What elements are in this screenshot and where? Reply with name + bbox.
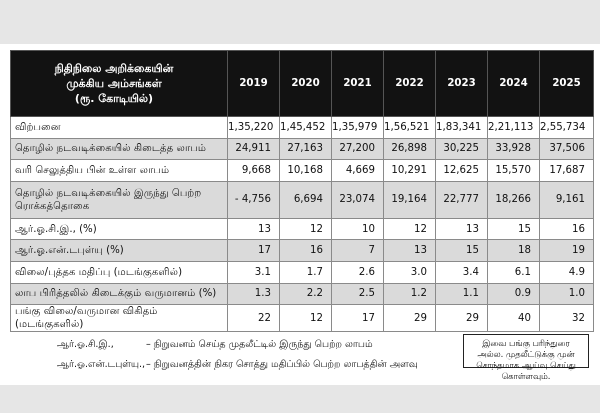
value-cell: 17,687 [540, 160, 594, 182]
value-cell: 0.9 [488, 283, 540, 305]
table-row [11, 181, 594, 218]
value-cell: 15 [488, 218, 540, 240]
row-label: ஆர்.ஓ.சி.இ., (%) [11, 218, 228, 240]
bottom-margin-band [0, 385, 600, 413]
value-cell: 17 [332, 305, 384, 332]
table-row [11, 117, 594, 139]
row-label: விற்பனை [11, 117, 228, 139]
value-cell: 22 [228, 305, 280, 332]
value-cell: 3.1 [228, 261, 280, 283]
legend-row [10, 356, 480, 376]
value-cell: 2,55,734 [540, 117, 594, 139]
value-cell: 4,669 [332, 160, 384, 182]
value-cell: 1,35,979 [332, 117, 384, 139]
value-cell: 3.4 [436, 261, 488, 283]
header-line-2: முக்கிய அம்சங்கள் [66, 77, 162, 90]
value-cell: 9,161 [540, 181, 594, 218]
value-cell: 1.7 [280, 261, 332, 283]
value-cell: 15,570 [488, 160, 540, 182]
value-cell: 1,35,220 [228, 117, 280, 139]
value-cell: 3.0 [384, 261, 436, 283]
header-line-1: நிதிநிலை அறிக்கையின் [54, 62, 174, 75]
value-cell: 6,694 [280, 181, 332, 218]
year-header: 2021 [332, 51, 384, 117]
row-label: லாப பிரித்தலில் கிடைக்கும் வருமானம் (%) [11, 283, 228, 305]
top-margin-band [0, 0, 600, 44]
value-cell: 19,164 [384, 181, 436, 218]
value-cell: 9,668 [228, 160, 280, 182]
value-cell: 12 [280, 218, 332, 240]
year-header: 2019 [228, 51, 280, 117]
value-cell: 19 [540, 240, 594, 262]
value-cell: - 4,756 [228, 181, 280, 218]
table-row [11, 283, 594, 305]
legend-description: – நிறுவனத்தின் நிகர சொத்து மதிப்பில் பெற்ற லாபத்தின் அளவு [146, 359, 418, 370]
value-cell: 2.2 [280, 283, 332, 305]
value-cell: 40 [488, 305, 540, 332]
value-cell: 10,168 [280, 160, 332, 182]
value-cell: 33,928 [488, 138, 540, 160]
value-cell: 2.6 [332, 261, 384, 283]
value-cell: 16 [280, 240, 332, 262]
value-cell: 2,21,113 [488, 117, 540, 139]
value-cell: 22,777 [436, 181, 488, 218]
year-header: 2022 [384, 51, 436, 117]
table-row [11, 305, 594, 332]
financial-highlights-card [10, 50, 593, 380]
legend-description: – நிறுவனம் செய்த முதலீட்டில் இருந்து பெற்ற லாபம் [146, 339, 373, 350]
row-label: வரி செலுத்திய பின் உள்ள லாபம் [11, 160, 228, 182]
table-row [11, 160, 594, 182]
year-header: 2025 [540, 51, 594, 117]
year-header: 2023 [436, 51, 488, 117]
table-row [11, 218, 594, 240]
disclaimer-note: இவை பங்கு பரிந்துரை அல்ல. முதலீட்டுக்கு முன் சொந்தமாக ஆய்வு செய்து கொள்ளவும். [463, 334, 589, 368]
value-cell: 1,83,341 [436, 117, 488, 139]
row-label: ஆர்.ஓ.என்.டபுள்யு (%) [11, 240, 228, 262]
value-cell: 2.5 [332, 283, 384, 305]
value-cell: 24,911 [228, 138, 280, 160]
row-label: தொழில் நடவடிக்கையில் கிடைத்த லாபம் [11, 138, 228, 160]
value-cell: 10,291 [384, 160, 436, 182]
legend-abbreviation: ஆர்.ஓ.சி.இ., [57, 339, 114, 350]
value-cell: 6.1 [488, 261, 540, 283]
table-row [11, 240, 594, 262]
value-cell: 30,225 [436, 138, 488, 160]
value-cell: 1.2 [384, 283, 436, 305]
row-label: தொழில் நடவடிக்கையில் இருந்து பெற்ற ரொக்கத்தொகை [11, 181, 228, 218]
value-cell: 1.0 [540, 283, 594, 305]
header-line-3: (ரூ. கோடியில்) [74, 92, 154, 105]
value-cell: 4.9 [540, 261, 594, 283]
value-cell: 29 [384, 305, 436, 332]
value-cell: 10 [332, 218, 384, 240]
value-cell: 1.3 [228, 283, 280, 305]
value-cell: 37,506 [540, 138, 594, 160]
value-cell: 18 [488, 240, 540, 262]
legend-abbreviation: ஆர்.ஓ.என்.டபுள்யு., [57, 359, 146, 370]
value-cell: 1,56,521 [384, 117, 436, 139]
value-cell: 1,45,452 [280, 117, 332, 139]
value-cell: 27,200 [332, 138, 384, 160]
table-row [11, 261, 594, 283]
value-cell: 13 [228, 218, 280, 240]
value-cell: 13 [384, 240, 436, 262]
table-header-row [11, 51, 594, 117]
value-cell: 7 [332, 240, 384, 262]
year-header: 2024 [488, 51, 540, 117]
value-cell: 12 [280, 305, 332, 332]
year-header: 2020 [280, 51, 332, 117]
value-cell: 26,898 [384, 138, 436, 160]
value-cell: 23,074 [332, 181, 384, 218]
value-cell: 16 [540, 218, 594, 240]
value-cell: 13 [436, 218, 488, 240]
table-title-header [11, 51, 228, 117]
value-cell: 15 [436, 240, 488, 262]
row-label: விலை/புத்தக மதிப்பு (மடங்குகளில்) [11, 261, 228, 283]
value-cell: 12,625 [436, 160, 488, 182]
value-cell: 1.1 [436, 283, 488, 305]
value-cell: 29 [436, 305, 488, 332]
row-label: பங்கு விலை/வருமான விகிதம் (மடங்குகளில்) [11, 305, 228, 332]
value-cell: 12 [384, 218, 436, 240]
value-cell: 27,163 [280, 138, 332, 160]
value-cell: 18,266 [488, 181, 540, 218]
legend-row [10, 336, 480, 356]
value-cell: 32 [540, 305, 594, 332]
financial-highlights-table [10, 50, 594, 332]
value-cell: 17 [228, 240, 280, 262]
abbreviation-legend [10, 336, 480, 376]
table-row [11, 138, 594, 160]
